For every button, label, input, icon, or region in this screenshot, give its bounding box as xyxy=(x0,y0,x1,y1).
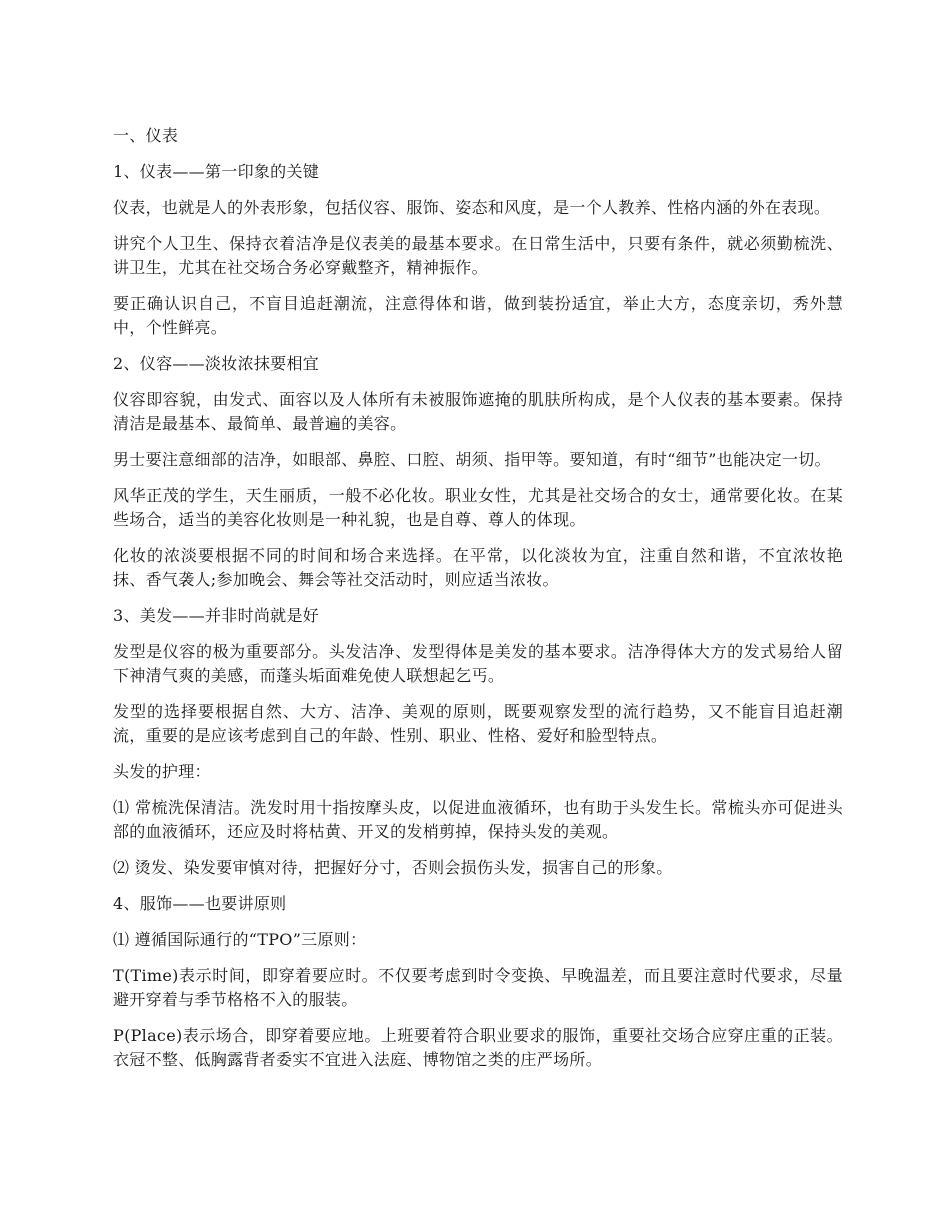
subsection-heading: 1、仪表——第一印象的关键 xyxy=(113,162,320,181)
paragraph: 讲究个人卫生、保持衣着洁净是仪表美的最基本要求。在日常生活中，只要有条件，就必须勤梳洗、讲卫生，尤其在社交场合务必穿戴整齐，精神振作。 xyxy=(113,234,843,277)
paragraph: 风华正茂的学生，天生丽质，一般不必化妆。职业女性，尤其是社交场合的女士，通常要化妆。在某些场合，适当的美容化妆则是一种礼貌，也是自尊、尊人的体现。 xyxy=(113,486,843,529)
subsection-heading: 4、服饰——也要讲原则 xyxy=(113,894,287,913)
subsection-heading: 3、美发——并非时尚就是好 xyxy=(113,606,320,625)
paragraph: 男士要注意细部的洁净，如眼部、鼻腔、口腔、胡须、指甲等。要知道，有时“细节”也能决定一切。 xyxy=(113,450,831,469)
paragraph: 化妆的浓淡要根据不同的时间和场合来选择。在平常，以化淡妆为宜，注重自然和谐，不宜浓妆艳抹、香气袭人;参加晚会、舞会等社交活动时，则应适当浓妆。 xyxy=(113,546,843,589)
paragraph: 头发的护理： xyxy=(113,762,211,781)
list-item: ⑴ 遵循国际通行的“TPO”三原则： xyxy=(113,930,367,949)
list-item: ⑵ 烫发、染发要审慎对待，把握好分寸，否则会损伤头发，损害自己的形象。 xyxy=(113,858,673,877)
document-page xyxy=(113,124,843,1084)
paragraph: 发型的选择要根据自然、大方、洁净、美观的原则，既要观察发型的流行趋势，又不能盲目追赶潮流，重要的是应该考虑到自己的年龄、性别、职业、性格、爱好和脸型特点。 xyxy=(113,702,843,745)
paragraph: 发型是仪容的极为重要部分。头发洁净、发型得体是美发的基本要求。洁净得体大方的发式易给人留下神清气爽的美感，而蓬头垢面难免使人联想起乞丐。 xyxy=(113,642,843,685)
paragraph: P(Place)表示场合，即穿着要应地。上班要着符合职业要求的服饰，重要社交场合应穿庄重的正装。衣冠不整、低胸露背者委实不宜进入法庭、博物馆之类的庄严场所。 xyxy=(113,1026,843,1069)
paragraph: 要正确认识自己，不盲目追赶潮流，注意得体和谐，做到装扮适宜，举止大方，态度亲切，秀外慧中，个性鲜亮。 xyxy=(113,294,843,337)
subsection-heading: 2、仪容——淡妆浓抹要相宜 xyxy=(113,354,320,373)
section-heading: 一、仪表 xyxy=(113,126,179,145)
paragraph: T(Time)表示时间，即穿着要应时。不仅要考虑到时令变换、早晚温差，而且要注意时代要求，尽量避开穿着与季节格格不入的服装。 xyxy=(113,966,843,1009)
paragraph: 仪容即容貌，由发式、面容以及人体所有未被服饰遮掩的肌肤所构成，是个人仪表的基本要素。保持清洁是最基本、最简单、最普遍的美容。 xyxy=(113,390,843,433)
paragraph: 仪表，也就是人的外表形象，包括仪容、服饰、姿态和风度，是一个人教养、性格内涵的外在表现。 xyxy=(113,198,831,217)
list-item: ⑴ 常梳洗保清洁。洗发时用十指按摩头皮，以促进血液循环，也有助于头发生长。常梳头亦可促进头部的血液循环，还应及时将枯黄、开叉的发梢剪掉，保持头发的美观。 xyxy=(113,798,843,841)
